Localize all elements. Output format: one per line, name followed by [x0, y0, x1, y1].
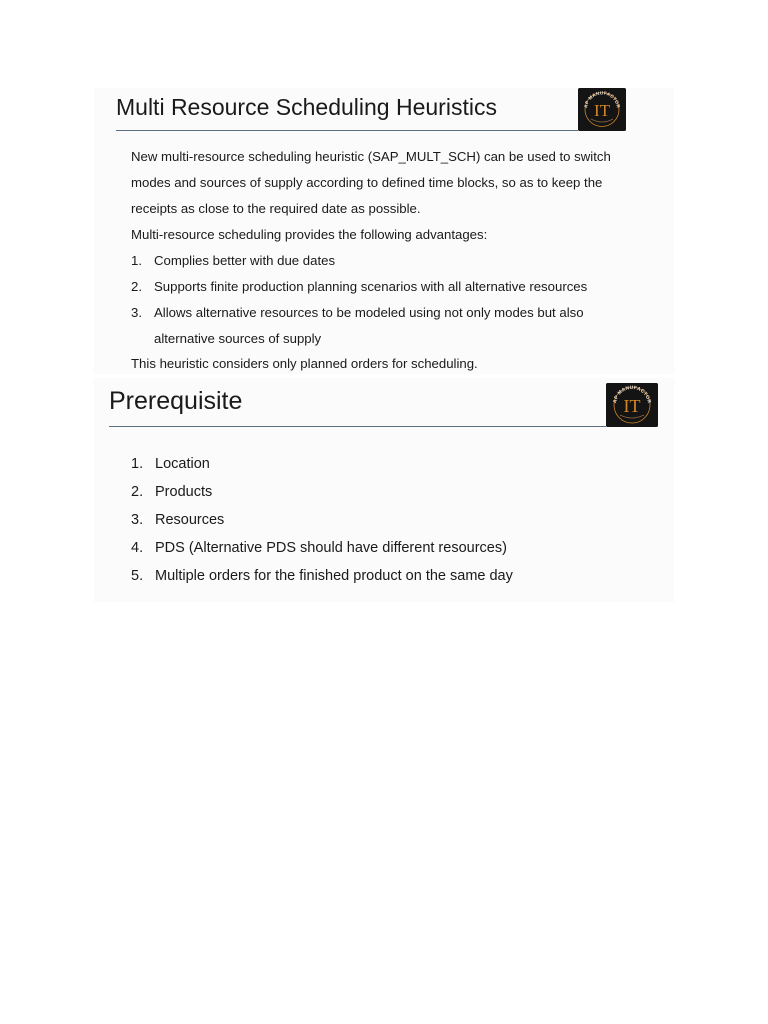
company-logo-icon	[578, 88, 626, 131]
intro-line-3: receipts as close to the required date as possible.	[131, 201, 421, 216]
list-number: 3.	[131, 305, 142, 320]
list-text: Supports finite production planning scenarios with all alternative resources	[154, 279, 588, 294]
slide-multi-resource-scheduling	[94, 88, 674, 374]
list-number: 2.	[131, 484, 144, 500]
list-number: 1.	[131, 456, 144, 472]
advantages-intro: Multi-resource scheduling provides the following advantages:	[131, 227, 488, 242]
slide-title: Multi Resource Scheduling Heuristics	[116, 94, 497, 120]
title-underline	[109, 426, 606, 427]
list-number: 1.	[131, 253, 142, 268]
intro-line-2: modes and sources of supply according to defined time blocks, so as to keep the	[131, 175, 603, 190]
list-text: PDS (Alternative PDS should have different resources)	[155, 540, 507, 556]
list-number: 5.	[131, 568, 144, 584]
list-text: Complies better with due dates	[154, 253, 336, 268]
list-number: 3.	[131, 512, 144, 528]
slide-title: Prerequisite	[109, 387, 243, 415]
list-number: 2.	[131, 279, 142, 294]
list-text: alternative sources of supply	[154, 331, 322, 346]
title-underline	[116, 130, 578, 131]
list-text: Resources	[155, 512, 225, 528]
svg-text:SAP MANUFACTORY: AP MANUFACTOR	[613, 385, 651, 404]
list-number: 4.	[131, 540, 144, 556]
svg-text:IT: IT	[623, 396, 641, 416]
list-text: Products	[155, 484, 213, 500]
slide-prerequisite	[94, 378, 674, 602]
svg-text:SAP MANUFACTORY: AP MANUFACTOR	[583, 90, 621, 109]
company-logo-icon	[606, 383, 658, 427]
closing-text: This heuristic considers only planned orders for scheduling.	[131, 356, 478, 371]
list-text: Allows alternative resources to be modeled using not only modes but also	[154, 305, 584, 320]
list-text: Multiple orders for the finished product on the same day	[155, 568, 513, 584]
intro-line-1: New multi-resource scheduling heuristic (SAP_MULT_SCH) can be used to switch	[131, 149, 611, 164]
list-text: Location	[155, 456, 210, 472]
svg-text:IT: IT	[593, 101, 611, 120]
